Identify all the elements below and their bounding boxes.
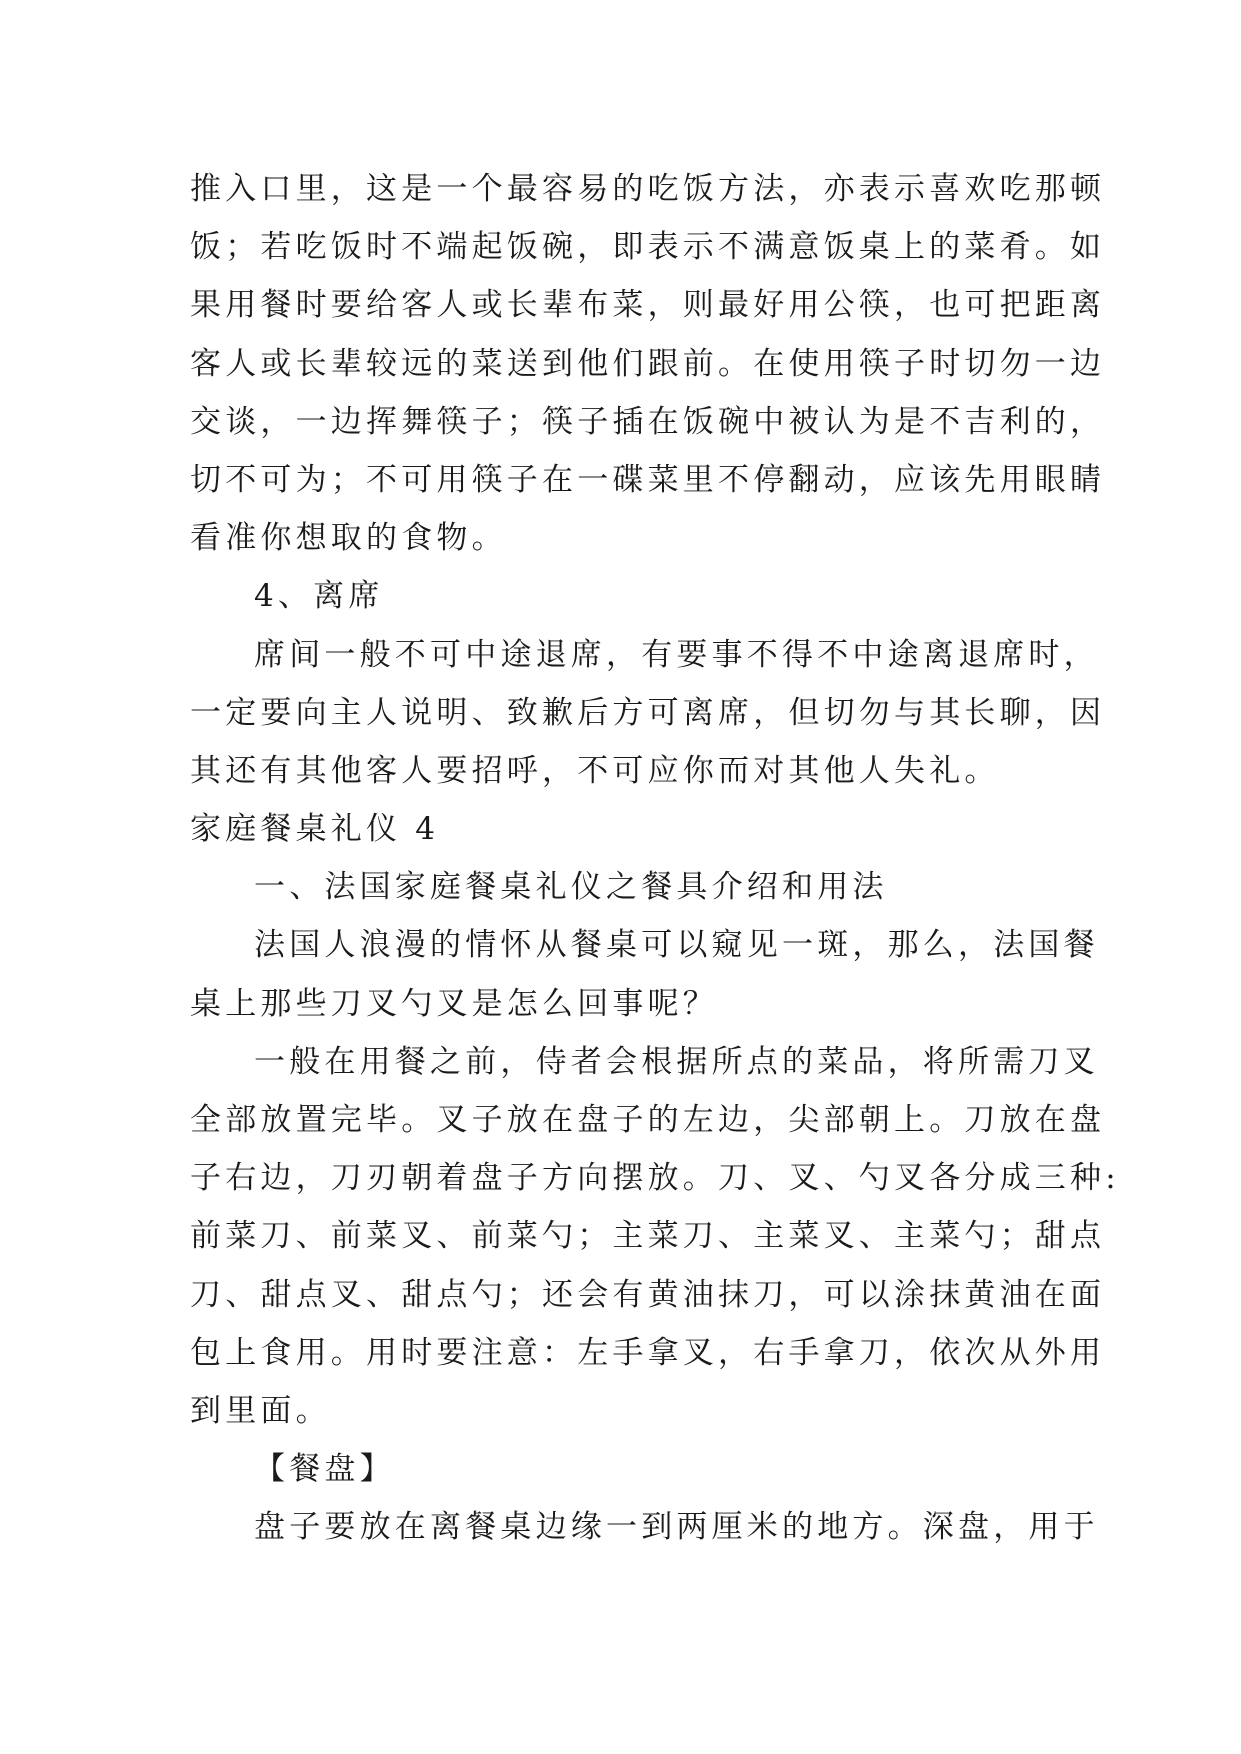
text-line: 一般在用餐之前，侍者会根据所点的菜品，将所需刀叉 [254,1043,1099,1080]
text-line: 一、法国家庭餐桌礼仪之餐具介绍和用法 [254,869,888,906]
text-line: 法国人浪漫的情怀从餐桌可以窥见一斑，那么，法国餐 [254,927,1099,964]
text-line: 桌上那些刀叉勺叉是怎么回事呢？ [190,985,718,1022]
text-line: 家庭餐桌礼仪 4 [190,811,440,848]
text-line: 果用餐时要给客人或长辈布菜，则最好用公筷，也可把距离 [190,287,1106,324]
text-line: 饭；若吃饭时不端起饭碗，即表示不满意饭桌上的菜肴。如 [190,229,1106,266]
text-line: 一定要向主人说明、致歉后方可离席，但切勿与其长聊，因 [190,694,1106,731]
text-line: 全部放置完毕。叉子放在盘子的左边，尖部朝上。刀放在盘 [190,1102,1106,1138]
text-line: 交谈，一边挥舞筷子；筷子插在饭碗中被认为是不吉利的， [190,403,1106,440]
text-line: 客人或长辈较远的菜送到他们跟前。在使用筷子时切勿一边 [190,345,1106,382]
text-line: 【餐盘】 [254,1451,395,1488]
text-line: 包上食用。用时要注意：左手拿叉，右手拿刀，依次从外用 [190,1334,1106,1371]
text-line: 看准你想取的食物。 [190,520,507,557]
body-text [190,160,1120,1557]
text-line: 盘子要放在离餐桌边缘一到两厘米的地方。深盘，用于 [254,1509,1099,1546]
text-line: 推入口里，这是一个最容易的吃饭方法，亦表示喜欢吃那顿 [190,171,1106,207]
text-line: 4、离席 [254,578,384,615]
text-line: 前菜刀、前菜叉、前菜勺；主菜刀、主菜叉、主菜勺；甜点 [190,1218,1106,1255]
text-line: 子右边，刀刃朝着盘子方向摆放。刀、叉、勺叉各分成三种: [190,1160,1120,1197]
text-line: 切不可为；不可用筷子在一碟菜里不停翻动，应该先用眼睛 [190,461,1106,498]
text-line: 到里面。 [190,1392,331,1429]
text-line: 刀、甜点叉、甜点勺；还会有黄油抹刀，可以涂抹黄油在面 [190,1276,1106,1313]
text-line: 席间一般不可中途退席，有要事不得不中途离退席时， [254,636,1099,673]
text-line: 其还有其他客人要招呼，不可应你而对其他人失礼。 [190,752,1000,789]
